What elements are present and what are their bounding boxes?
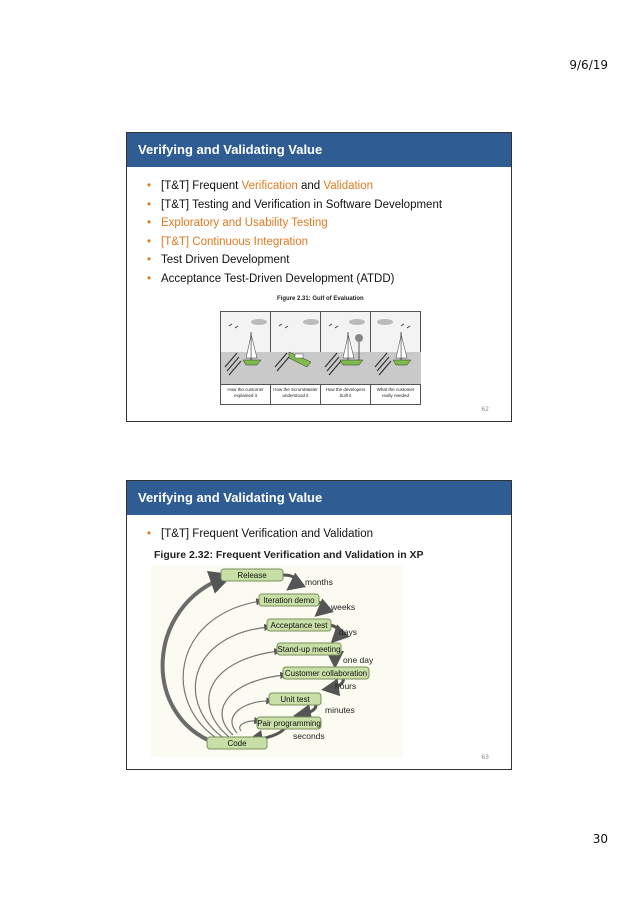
node-customer-collaboration xyxy=(283,667,369,679)
svg-text:Pair programming: Pair programming xyxy=(257,719,321,728)
release-loop-arrow xyxy=(163,577,226,743)
node-standup-meeting xyxy=(277,643,341,655)
sailboat-illustration xyxy=(221,312,271,384)
slide-62 xyxy=(126,132,512,422)
bullet-item: • Test Driven Development xyxy=(147,251,511,270)
slide-63 xyxy=(126,480,512,770)
figure-caption: Figure 2.31: Gulf of Evaluation xyxy=(277,296,364,302)
node-iteration-demo xyxy=(259,594,319,606)
node-code xyxy=(207,737,267,749)
timescale-label: months xyxy=(305,577,333,587)
node-unit-test xyxy=(269,693,321,705)
slide-number: 63 xyxy=(481,754,489,761)
timescale-label: weeks xyxy=(331,602,356,612)
sailboat-illustration xyxy=(271,312,321,384)
bullet-item: • Exploratory and Usability Testing xyxy=(147,214,511,233)
timescale-label: seconds xyxy=(293,731,325,741)
bullet-item: • Acceptance Test-Driven Development (ATDD) xyxy=(147,270,511,289)
xp-feedback-loops-diagram xyxy=(151,565,403,757)
svg-text:Unit test: Unit test xyxy=(280,695,310,704)
bullet-item: • [T&T] Frequent Verification and Validation xyxy=(147,525,511,544)
cartoon-panel xyxy=(321,312,371,404)
node-release xyxy=(221,569,283,581)
bullet-list xyxy=(127,177,511,288)
svg-text:Code: Code xyxy=(227,739,247,748)
node-pair-programming xyxy=(257,717,321,729)
panel-caption: What the customer really needed xyxy=(371,384,420,404)
page-number: 30 xyxy=(592,832,608,846)
panel-caption: How the customer explained it xyxy=(221,384,270,404)
loop-arrow xyxy=(240,721,259,731)
timescale-label: days xyxy=(339,627,357,637)
figure-title: Figure 2.32: Frequent Verification and Validation in XP xyxy=(154,549,424,561)
gulf-of-evaluation-cartoon xyxy=(220,311,421,405)
cartoon-panel xyxy=(371,312,420,404)
bullet-list xyxy=(127,525,511,544)
node-acceptance-test xyxy=(267,619,331,631)
sailboat-illustration xyxy=(321,312,371,384)
bullet-item: • [T&T] Continuous Integration xyxy=(147,233,511,252)
panel-caption: How the developers built it xyxy=(321,384,370,404)
cartoon-panel xyxy=(221,312,271,404)
slide-title: Verifying and Validating Value xyxy=(127,133,511,167)
slide-title: Verifying and Validating Value xyxy=(127,481,511,515)
svg-text:Customer collaboration: Customer collaboration xyxy=(284,669,368,678)
svg-text:Stand-up meeting: Stand-up meeting xyxy=(277,645,341,654)
cartoon-panel xyxy=(271,312,321,404)
svg-text:Release: Release xyxy=(237,571,267,580)
panel-caption: How the ScrumMaster understood it xyxy=(271,384,320,404)
bullet-item: • [T&T] Testing and Verification in Software Development xyxy=(147,196,511,215)
sailboat-illustration xyxy=(371,312,421,384)
bullet-item: • [T&T] Frequent Verification and Validation xyxy=(147,177,511,196)
timescale-label: minutes xyxy=(325,705,355,715)
svg-text:Acceptance test: Acceptance test xyxy=(270,621,328,630)
svg-text:Iteration demo: Iteration demo xyxy=(263,596,315,605)
slide-number: 62 xyxy=(481,406,489,413)
timescale-label: hours xyxy=(335,681,357,691)
timescale-label: one day xyxy=(343,655,374,665)
header-date: 9/6/19 xyxy=(569,58,608,72)
loop-arrow xyxy=(183,601,261,741)
